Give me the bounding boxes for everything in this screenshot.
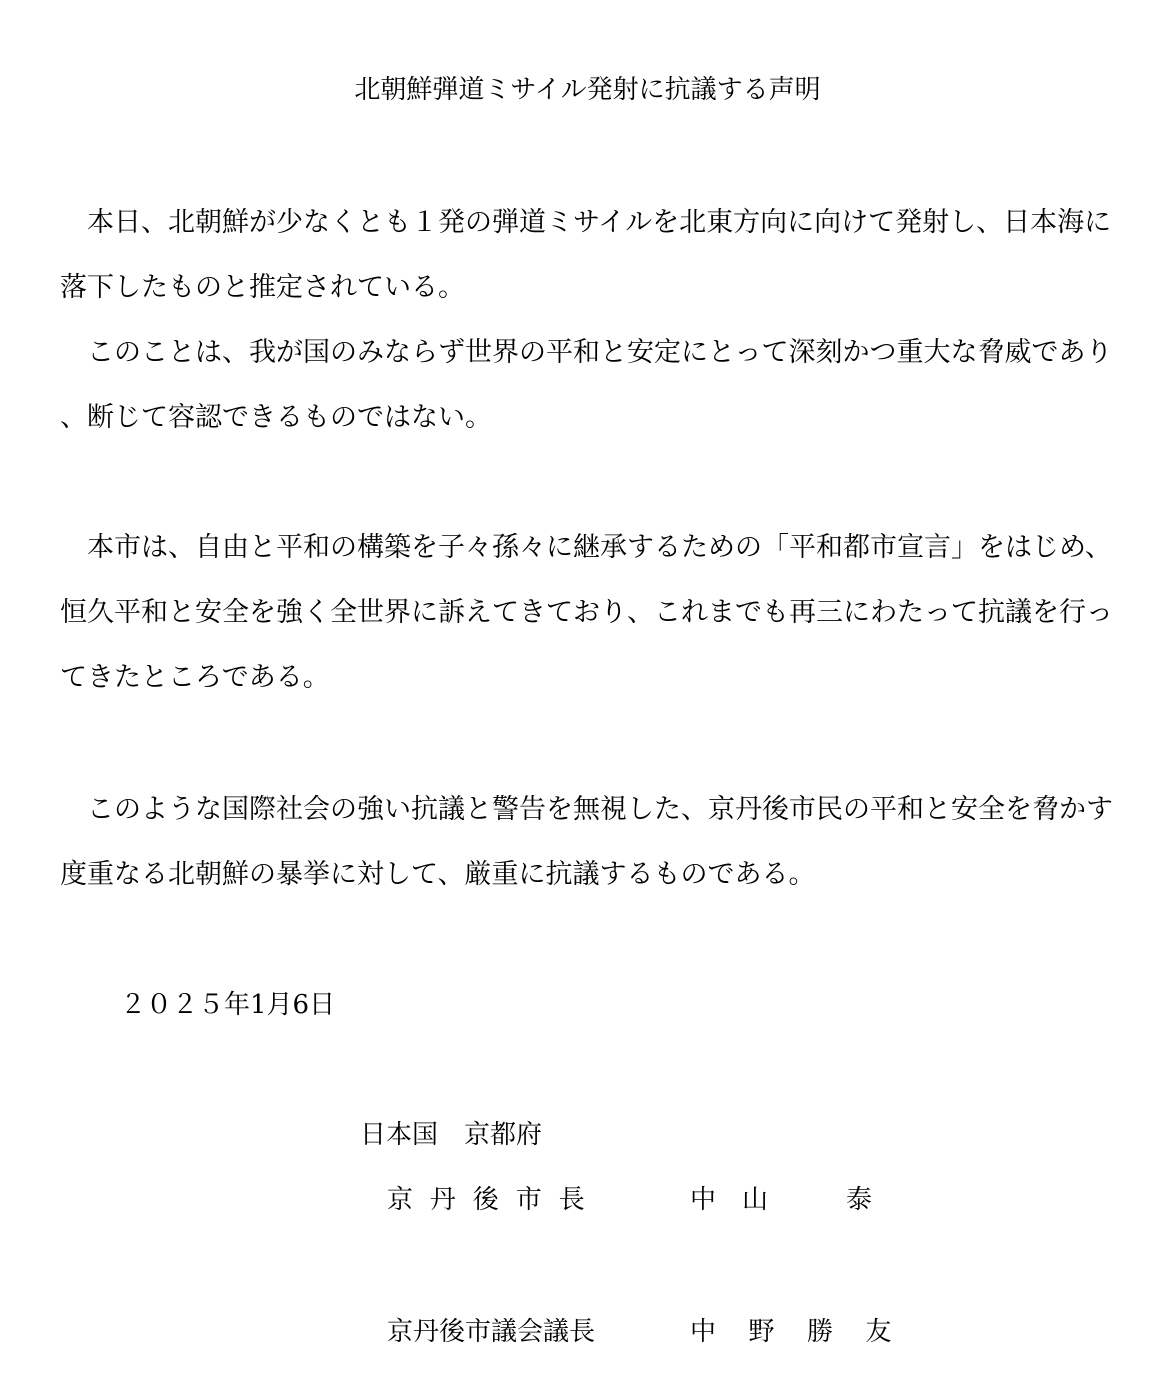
council-chair-title: 京丹後市議会議長 bbox=[387, 1317, 596, 1347]
paragraph-launch: 本日、北朝鮮が少なくとも１発の弾道ミサイルを北東方向に向けて発射し、日本海に落下したものと推定されている。 bbox=[60, 207, 1112, 303]
paragraph-protest: このような国際社会の強い抗議と警告を無視した、京丹後市民の平和と安全を脅かす度重なる北朝鮮の暴挙に対して、厳重に抗議するものである。 bbox=[60, 794, 1113, 890]
mayor-name: 中 山 泰 bbox=[690, 1185, 873, 1215]
paragraph-peace-declaration: 本市は、自由と平和の構築を子々孫々に継承するための「平和都市宣言」をはじめ、恒久平和と安全を強く全世界に訴えてきており、これまでも再三にわたって抗議を行ってきたところである。 bbox=[60, 532, 1113, 693]
mayor-title: 京丹後市長 bbox=[387, 1185, 602, 1215]
council-chair-name: 中野勝友 bbox=[690, 1317, 925, 1347]
issuing-place: 日本国 京都府 bbox=[360, 1120, 543, 1150]
document-title: 北朝鮮弾道ミサイル発射に抗議する声明 bbox=[354, 75, 821, 105]
paragraph-threat: このことは、我が国のみならず世界の平和と安定にとって深刻かつ重大な脅威であり、断じて容認できるものではない。 bbox=[60, 337, 1113, 433]
statement-date: ２０２５年1月6日 bbox=[120, 990, 336, 1020]
